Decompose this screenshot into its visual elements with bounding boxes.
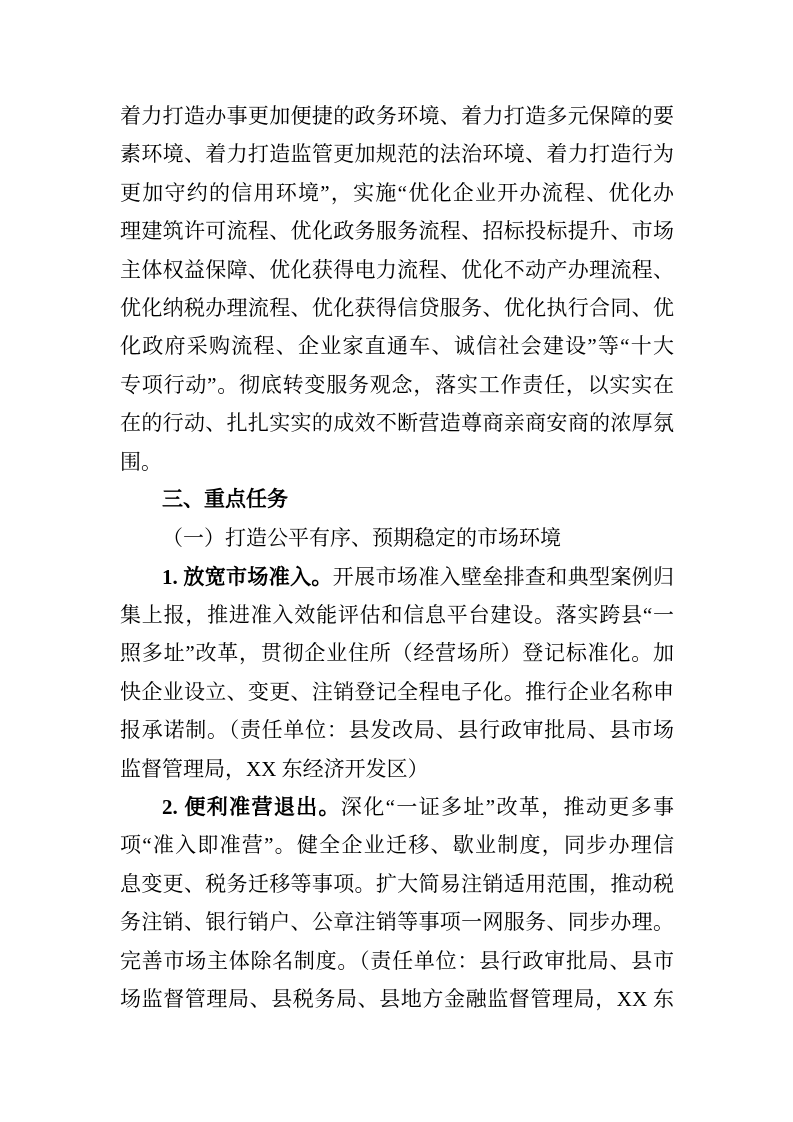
document-line: 理建筑许可流程、优化政务服务流程、招标投标提升、市场 xyxy=(120,219,674,244)
run-in-heading: 2. 便利准营退出。 xyxy=(162,795,341,820)
document-line: 报承诺制。（责任单位：县发改局、县行政审批局、县市场 xyxy=(120,718,674,743)
document-line: 专项行动”。彻底转变服务观念，落实工作责任，以实实在 xyxy=(120,372,674,397)
paragraph-continuation xyxy=(120,97,674,481)
paragraph xyxy=(120,558,674,788)
run-in-heading: 1. 放宽市场准入。 xyxy=(162,564,333,589)
document-line: 围。 xyxy=(120,449,162,474)
document-line: 快企业设立、变更、注销登记全程电子化。推行企业名称申 xyxy=(120,679,674,704)
text-segment: 深化“一证多址”改革，推动更多事 xyxy=(340,795,675,820)
document-line: 着力打造办事更加便捷的政务环境、着力打造多元保障的要 xyxy=(120,104,674,128)
document-line: 在的行动、扎扎实实的成效不断营造尊商亲商安商的浓厚氛 xyxy=(120,411,674,436)
document-line: 完善市场主体除名制度。（责任单位：县行政审批局、县市 xyxy=(120,948,674,973)
document-line: （一）打造公平有序、预期稳定的市场环境 xyxy=(162,526,561,551)
document-line xyxy=(120,558,674,596)
document-line: 息变更、税务迁移等事项。扩大简易注销适用范围，推动税 xyxy=(120,871,674,896)
document-line: 化政府采购流程、企业家直通车、诚信社会建设”等“十大 xyxy=(120,334,674,359)
paragraph xyxy=(120,788,674,1018)
subsection-heading xyxy=(120,519,674,557)
document-line: 三、重点任务 xyxy=(162,487,288,511)
text-segment: 开展市场准入壁垒排查和典型案例归 xyxy=(332,564,675,589)
document-line: 场监督管理局、县税务局、县地方金融监督管理局，XX 东 xyxy=(120,986,674,1011)
document-line: 更加守约的信用环境”，实施“优化企业开办流程、优化办 xyxy=(120,180,674,205)
document-line: 监督管理局，XX 东经济开发区） xyxy=(120,756,429,781)
section-heading xyxy=(120,481,674,519)
document-line: 素环境、着力打造监管更加规范的法治环境、着力打造行为 xyxy=(120,142,674,167)
document-line: 集上报，推进准入效能评估和信息平台建设。落实跨县“一 xyxy=(120,603,674,628)
document-line: 优化纳税办理流程、优化获得信贷服务、优化执行合同、优 xyxy=(120,295,674,320)
document-line: 照多址”改革，贯彻企业住所（经营场所）登记标准化。加 xyxy=(120,641,674,666)
document-line: 务注销、银行销户、公章注销等事项一网服务、同步办理。 xyxy=(120,910,674,935)
document-line xyxy=(120,788,674,826)
document-line: 主体权益保障、优化获得电力流程、优化不动产办理流程、 xyxy=(120,257,674,282)
document-line: 项“准入即准营”。健全企业迁移、歇业制度，同步办理信 xyxy=(120,833,674,858)
document-content xyxy=(120,97,674,1018)
